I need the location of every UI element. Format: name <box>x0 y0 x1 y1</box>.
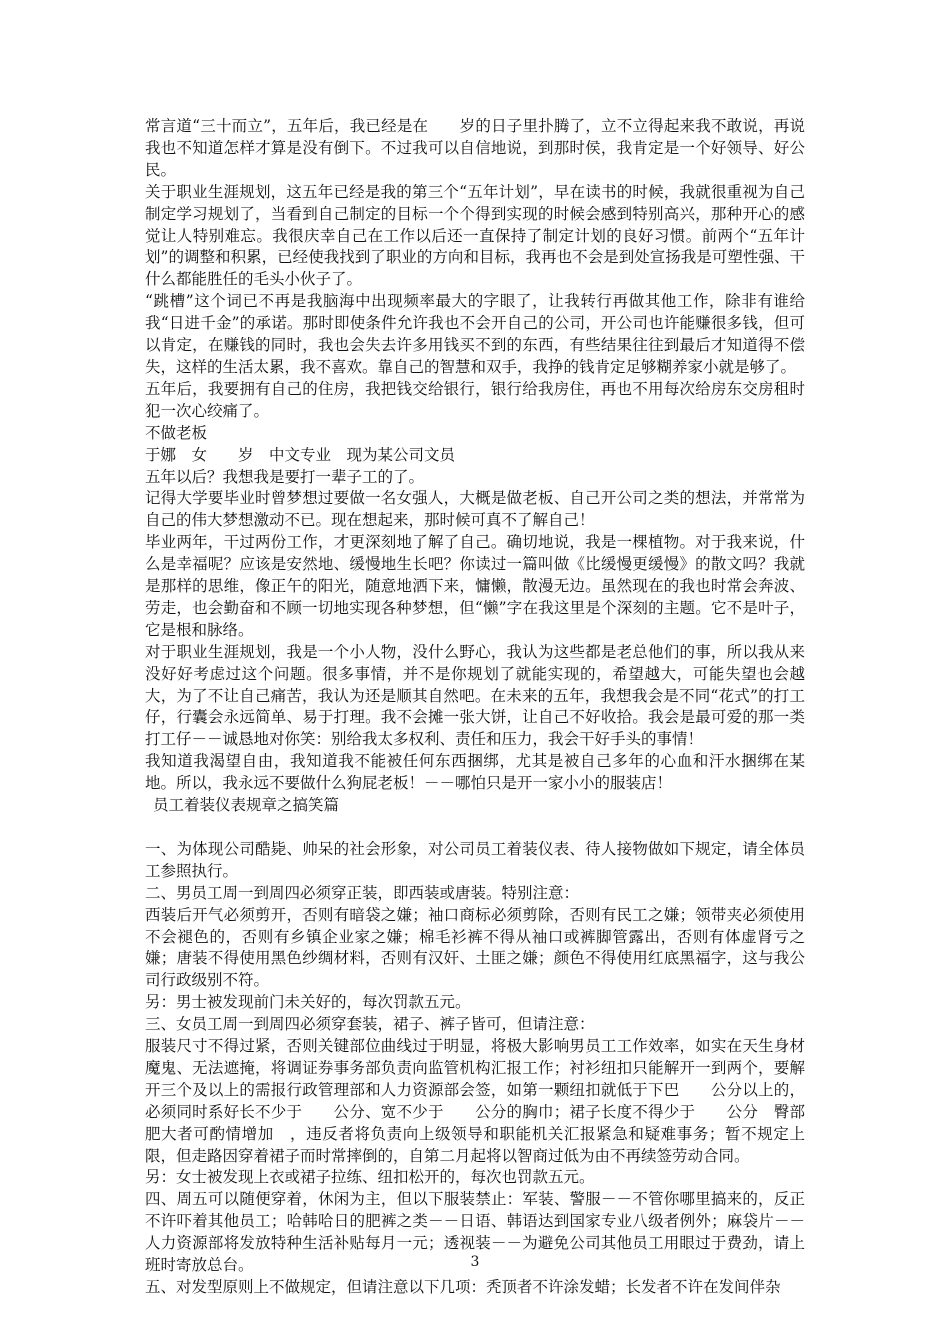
paragraph: 一、为体现公司酷毙、帅呆的社会形象，对公司员工着装仪表、待人接物做如下规定，请全体员工参照执行。 <box>145 839 805 880</box>
paragraph: 对于职业生涯规划，我是一个小人物，没什么野心，我认为这些都是老总他们的事，所以我从来没好好考虑过这个问题。很多事情，并不是你规划了就能实现的，希望越大，可能失望也会越大，为了不让自己痛苦，我认为还是顺其自然吧。在未来的五年，我想我会是不同“花式”的打工仔，行囊会永远简单、易于打理。我不会摊一张大饼，让自己不好收拾。我会是最可爱的那一类打工仔－－诚恳地对你笑：别给我太多权利、责任和压力，我会干好手头的事情！ <box>145 642 805 749</box>
paragraph: 五年后，我要拥有自己的住房，我把钱交给银行，银行给我房住，再也不用每次给房东交房租时犯一次心绞痛了。 <box>145 379 805 420</box>
paragraph: 二、男员工周一到周四必须穿正装，即西装或唐装。特别注意： <box>145 883 580 902</box>
paragraph: “跳槽”这个词已不再是我脑海中出现频率最大的字眼了，让我转行再做其他工作，除非有谁给我“日进千金”的承诺。那时即使条件允许我也不会开自己的公司，开公司也许能赚很多钱，但可以肯定，在赚钱的同时，我也会失去许多用钱买不到的东西，有些结果往往到最后才知道得不偿失，这样的生活太累，我不喜欢。靠自己的智慧和双手，我挣的钱肯定足够糊养家小就是够了。 <box>145 292 805 376</box>
paragraph: 西装后开气必须剪开，否则有暗袋之嫌；袖口商标必须剪除，否则有民工之嫌；领带夹必须使用不会褪色的，否则有乡镇企业家之嫌；棉毛衫裤不得从袖口或裤脚管露出，否则有体虚肾亏之嫌；唐装不得使用黑色纱绸材料，否则有汉奸、土匪之嫌；颜色不得使用红底黑福字，这与我公司行政级别不符。 <box>145 905 805 990</box>
paragraph: 关于职业生涯规划，这五年已经是我的第三个“五年计划”，早在读书的时候，我就很重视为自己制定学习规划了，当看到自己制定的目标一个个得到实现的时候会感到特别高兴，那种开心的感觉让人特别难忘。我很庆幸自己在工作以后还一直保持了制定计划的良好习惯。前两个“五年计划”的调整和积累，已经使我找到了职业的方向和目标，我再也不会是到处宣扬我是可塑性强、干什么都能胜任的毛头小伙子了。 <box>145 182 805 289</box>
paragraph: 常言道“三十而立”，五年后，我已经是在 岁的日子里扑腾了，立不立得起来我不敢说，再说我也不知道怎样才算是没有倒下。不过我可以自信地说，到那时侯，我肯定是一个好领导、好公民。 <box>145 117 805 179</box>
page-number: 3 <box>470 1254 480 1270</box>
paragraph: 五年以后？我想我是要打一辈子工的了。 <box>145 467 425 486</box>
paragraph: 我知道我渴望自由，我知道我不能被任何东西捆绑，尤其是被自己多年的心血和汗水捆绑在某地。所以，我永远不要做什么狗屁老板！－－哪怕只是开一家小小的服装店！ <box>145 752 805 793</box>
paragraph: 另：男士被发现前门未关好的，每次罚款五元。 <box>145 993 471 1012</box>
section-heading: 员工着装仪表规章之搞笑篇 <box>153 796 340 815</box>
section-heading: 不做老板 <box>145 423 208 442</box>
blank-line <box>145 817 805 839</box>
document-body <box>145 116 805 1299</box>
paragraph: 服装尺寸不得过紧，否则关键部位曲线过于明显，将极大影响男员工工作效率，如实在天生身材魔鬼、无法遮掩，将调证券事务部负责向监管机构汇报工作；衬衫纽扣只能解开一到两个，要解开三个及以上的需报行政管理部和人力资源部会签，如第一颗纽扣就低于下巴 公分以上的，必须同时系好长不少于 公分、宽不少于 公分的胸巾；裙子长度不得少于 公分 臀部肥大者可酌情增加 ，违反者将负责向上级领导和职能机关汇报紧急和疑难事务；暂不规定上限，但走路因穿着裙子而时常摔倒的，自第二月起将以智商过低为由不再续签劳动合同。 <box>145 1037 805 1165</box>
paragraph: 三、女员工周一到周四必须穿套装，裙子、裤子皆可，但请注意： <box>145 1015 595 1034</box>
author-line: 于娜 女 岁 中文专业 现为某公司文员 <box>145 445 456 464</box>
paragraph: 四、周五可以随便穿着，休闲为主，但以下服装禁止：军装、警服－－不管你哪里搞来的，反正不许吓着其他员工；哈韩哈日的肥裤之类－－日语、韩语达到国家专业八级者例外；麻袋片－－人力资源部将发放特种生活补贴每月一元；透视装－－为避免公司其他员工用眼过于费劲，请上班时寄放总台。 <box>145 1190 805 1275</box>
paragraph: 另：女士被发现上衣或裙子拉练、纽扣松开的，每次也罚款五元。 <box>145 1168 595 1187</box>
paragraph: 五、对发型原则上不做规定，但请注意以下几项：秃顶者不许涂发蜡；长发者不许在发间伴杂 <box>145 1278 781 1297</box>
paragraph: 记得大学要毕业时曾梦想过要做一名女强人，大概是做老板、自己开公司之类的想法，并常常为自己的伟大梦想激动不已。现在想起来，那时候可真不了解自己！ <box>145 489 805 530</box>
paragraph: 毕业两年，干过两份工作，才更深刻地了解了自己。确切地说，我是一棵植物。对于我来说，什么是幸福呢？应该是安然地、缓慢地生长吧？你读过一篇叫做《比缓慢更缓慢》的散文吗？我就是那样的思维，像正午的阳光，随意地洒下来，慵懒，散漫无边。虽然现在的我也时常会奔波、劳走，也会勤奋和不顾一切地实现各种梦想，但“懒”字在我这里是个深刻的主题。它不是叶子，它是根和脉络。 <box>145 533 805 639</box>
